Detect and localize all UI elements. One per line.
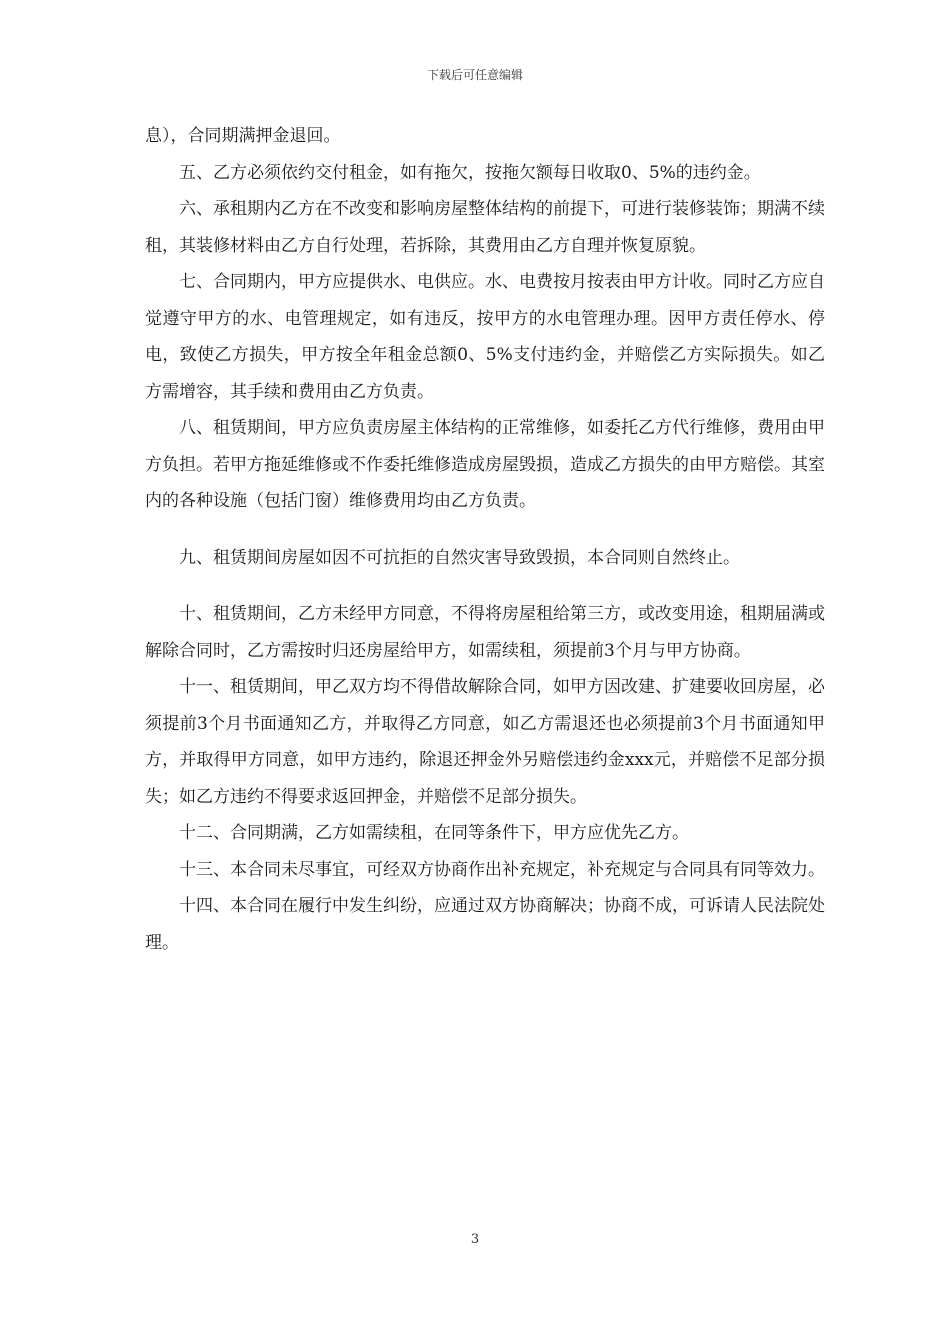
paragraph-clause-8: 八、租赁期间，甲方应负责房屋主体结构的正常维修，如委托乙方代行维修，费用由甲方负担。若甲方拖延维修或不作委托维修造成房屋毁损，造成乙方损失的由甲方赔偿。其室内的各种设施（包括门窗）维修费用均由乙方负责。 xyxy=(145,418,825,511)
page-header: 下载后可任意编辑 xyxy=(426,68,523,82)
paragraph-clause-6: 六、承租期内乙方在不改变和影响房屋整体结构的前提下，可进行装修装饰；期满不续租，其装修材料由乙方自行处理，若拆除，其费用由乙方自理并恢复原貌。 xyxy=(145,199,825,256)
paragraph-continuation: 息），合同期满押金退回。 xyxy=(145,126,341,146)
paragraph-clause-10: 十、租赁期间，乙方未经甲方同意，不得将房屋租给第三方，或改变用途，租期届满或解除合同时，乙方需按时归还房屋给甲方，如需续租，须提前3个月与甲方协商。 xyxy=(145,604,825,661)
paragraph-clause-9: 九、租赁期间房屋如因不可抗拒的自然灾害导致毁损，本合同则自然终止。 xyxy=(179,547,740,568)
paragraph-clause-5: 五、乙方必须依约交付租金，如有拖欠，按拖欠额每日收取0、5%的违约金。 xyxy=(179,162,761,183)
paragraph-clause-13: 十三、本合同未尽事宜，可经双方协商作出补充规定，补充规定与合同具有同等效力。 xyxy=(179,859,825,880)
paragraph-clause-12: 十二、合同期满，乙方如需续租，在同等条件下，甲方应优先乙方。 xyxy=(179,823,689,843)
paragraph-clause-7: 七、合同期内，甲方应提供水、电供应。水、电费按月按表由甲方计收。同时乙方应自觉遵守甲方的水、电管理规定，如有违反，按甲方的水电管理办理。因甲方责任停水、停电，致使乙方损失，甲方按全年租金总额0、5%支付违约金，并赔偿乙方实际损失。如乙方需增容，其手续和费用由乙方负责。 xyxy=(145,272,825,402)
paragraph-clause-14: 十四、本合同在履行中发生纠纷，应通过双方协商解决；协商不成，可诉请人民法院处理。 xyxy=(145,896,825,953)
document-body xyxy=(145,118,825,961)
paragraph-clause-11: 十一、租赁期间，甲乙双方均不得借故解除合同，如甲方因改建、扩建要收回房屋，必须提前3个月书面通知乙方，并取得乙方同意，如乙方需退还也必须提前3个月书面通知甲方，并取得甲方同意，如甲方违约，除退还押金外另赔偿违约金xxx元，并赔偿不足部分损失；如乙方违约不得要求返回押金，并赔偿不足部分损失。 xyxy=(145,677,825,807)
page-number: 3 xyxy=(470,1232,480,1247)
